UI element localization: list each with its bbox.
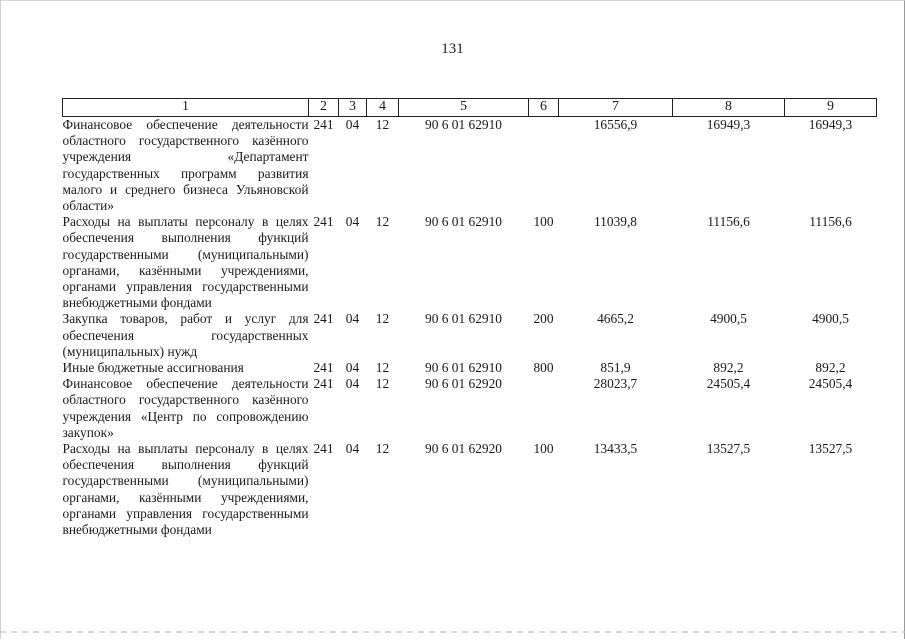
row-col-2: 241 (313, 117, 334, 132)
row-col-7: 16556,9 (593, 117, 638, 132)
header-row (63, 99, 877, 117)
header-col-9: 9 (785, 99, 877, 117)
row-col-5: 90 6 01 62920 (425, 376, 502, 392)
row-name: Расходы на выплаты персоналу в целях обеспечения выполнения функций государственными (муниципальными) органами, казёнными учреждениями, органами управления государственными внебюджетными фондами (62, 441, 309, 538)
row-col-3: 04 (345, 360, 360, 376)
row-col-5: 90 6 01 62910 (425, 360, 502, 376)
row-col-8: 24505,4 (706, 376, 751, 392)
row-col-6: 100 (533, 441, 554, 457)
header-col-3: 3 (339, 99, 367, 117)
row-col-6: 100 (533, 214, 554, 230)
header-col-6: 6 (529, 99, 559, 117)
row-col-4: 12 (375, 311, 390, 327)
header-col-2: 2 (309, 99, 339, 117)
row-col-4: 12 (375, 214, 390, 230)
page-number: 131 (441, 41, 464, 57)
row-col-7: 28023,7 (593, 376, 638, 392)
row-col-8: 892,2 (713, 360, 744, 376)
row-col-4: 12 (375, 376, 390, 392)
row-col-5: 90 6 01 62910 (425, 311, 502, 327)
header-col-4: 4 (367, 99, 399, 117)
row-col-3: 04 (345, 311, 360, 327)
table-row (63, 441, 877, 538)
header-col-1: 1 (63, 99, 309, 117)
row-col-8: 13527,5 (706, 441, 751, 457)
row-name: Расходы на выплаты персоналу в целях обеспечения выполнения функций государственными (муниципальными) органами, казёнными учреждениями, органами управления государственными внебюджетными фондами (62, 214, 309, 311)
table-row (63, 214, 877, 311)
row-col-7: 13433,5 (593, 441, 638, 457)
row-col-8: 11156,6 (707, 214, 750, 230)
row-col-4: 12 (375, 117, 390, 132)
row-name: Закупка товаров, работ и услуг для обеспечения государственных (муниципальных) нужд (62, 311, 309, 359)
row-col-2: 241 (313, 360, 334, 376)
row-col-3: 04 (345, 376, 360, 392)
header-col-7: 7 (559, 99, 673, 117)
row-col-9: 11156,6 (809, 214, 852, 230)
row-name: Финансовое обеспечение деятельности областного государственного казённого учреждения «Центр по сопровождению закупок» (62, 376, 309, 440)
row-col-9: 892,2 (815, 360, 846, 376)
row-col-3: 04 (345, 117, 360, 132)
row-col-3: 04 (345, 214, 360, 230)
row-name: Финансовое обеспечение деятельности областного государственного казённого учреждения «Департамент государственных программ развития малого и среднего бизнеса Ульяновской области» (62, 117, 309, 214)
header-col-5: 5 (399, 99, 529, 117)
row-col-4: 12 (375, 441, 390, 457)
row-col-2: 241 (313, 441, 334, 457)
row-col-7: 851,9 (600, 360, 631, 376)
row-col-8: 4900,5 (710, 311, 747, 327)
row-col-9: 16949,3 (808, 117, 853, 132)
row-col-2: 241 (313, 214, 334, 230)
budget-table (62, 98, 877, 538)
row-col-2: 241 (313, 376, 334, 392)
row-col-4: 12 (375, 360, 390, 376)
row-col-9: 24505,4 (808, 376, 853, 392)
row-col-6: 800 (533, 360, 554, 376)
row-col-5: 90 6 01 62910 (425, 214, 502, 230)
table-row (63, 376, 877, 441)
row-col-7: 4665,2 (597, 311, 634, 327)
row-col-7: 11039,8 (593, 214, 638, 230)
row-col-9: 13527,5 (808, 441, 853, 457)
row-col-9: 4900,5 (812, 311, 849, 327)
table-row (63, 311, 877, 360)
row-name: Иные бюджетные ассигнования (62, 360, 244, 376)
row-col-5: 90 6 01 62910 (425, 117, 502, 132)
row-col-6 (529, 117, 559, 215)
row-col-3: 04 (345, 441, 360, 457)
row-col-6: 200 (533, 311, 554, 327)
row-col-6 (529, 376, 559, 441)
row-col-5: 90 6 01 62920 (425, 441, 502, 457)
scan-artifact-line (0, 631, 905, 633)
table-row (63, 360, 877, 376)
row-col-8: 16949,3 (706, 117, 751, 132)
table-row (63, 117, 877, 215)
header-col-8: 8 (673, 99, 785, 117)
row-col-2: 241 (313, 311, 334, 327)
